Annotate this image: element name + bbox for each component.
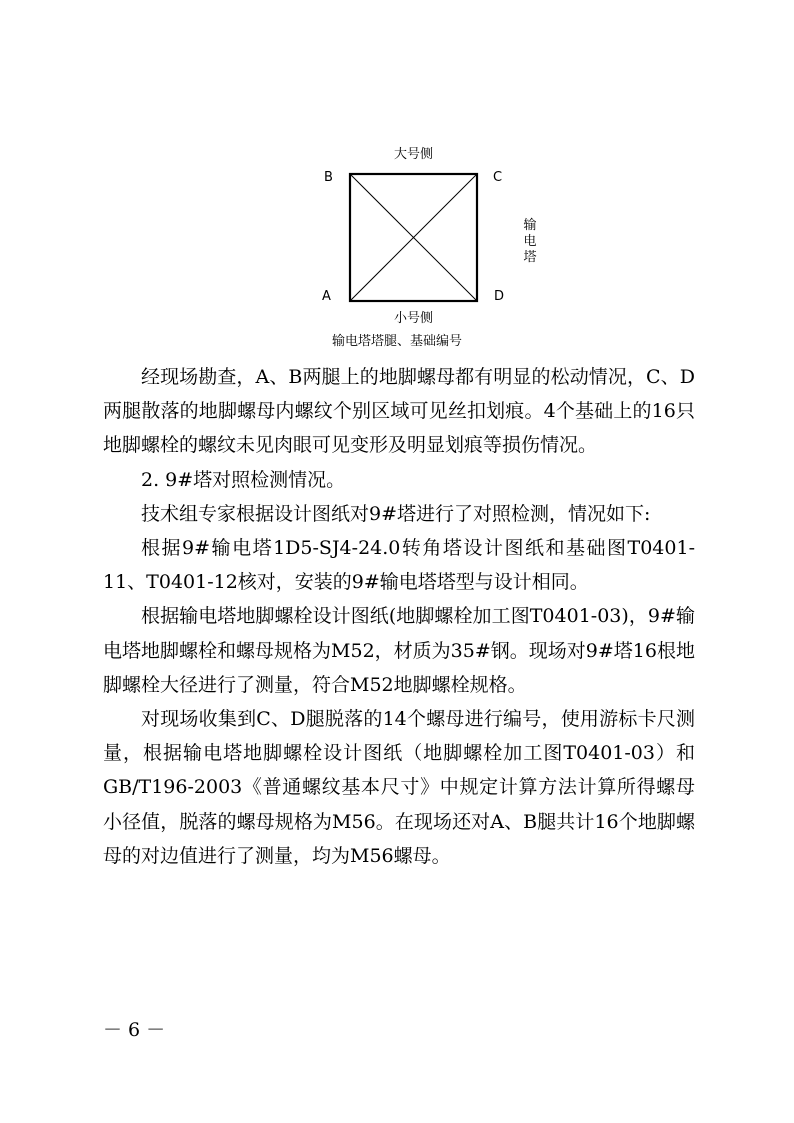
transmission-tower-label: 输电塔 [523, 218, 537, 265]
paragraph-expert-inspection: 技术组专家根据设计图纸对9#塔进行了对照检测，情况如下: [141, 502, 651, 525]
corner-b-label: B [324, 170, 333, 185]
corner-a-label: A [322, 289, 331, 304]
body-text [103, 360, 695, 873]
paragraph-bolt-spec: 根据输电塔地脚螺栓设计图纸(地脚螺栓加工图T0401-03)，9#输电塔地脚螺栓和螺母规格为M52，材质为35#钢。现场对9#塔16根地脚螺栓大径进行了测量，符合M52地脚螺栓规格。 [103, 605, 695, 696]
tower-leg-diagram [300, 140, 540, 355]
small-number-side-label: 小号侧 [394, 311, 434, 326]
corner-c-label: C [493, 170, 503, 185]
large-number-side-label: 大号侧 [394, 147, 434, 162]
paragraph-site-survey: 经现场勘查，A、B两腿上的地脚螺母都有明显的松动情况，C、D两腿散落的地脚螺母内螺纹个别区域可见丝扣划痕。4个基础上的16只地脚螺栓的螺纹未见肉眼可见变形及明显划痕等损伤情况。 [103, 366, 695, 457]
paragraph-tower-drawing-check: 根据9#输电塔1D5-SJ4-24.0转角塔设计图纸和基础图T0401-11、T0401-12核对，安装的9#输电塔塔型与设计相同。 [103, 537, 695, 594]
figure-caption: 输电塔塔腿、基础编号 [331, 334, 462, 349]
corner-d-label: D [494, 289, 505, 304]
paragraph-section-heading: 2. 9#塔对照检测情况。 [141, 468, 346, 491]
paragraph-nut-measurement: 对现场收集到C、D腿脱落的14个螺母进行编号，使用游标卡尺测量，根据输电塔地脚螺栓设计图纸（地脚螺栓加工图T0401-03）和GB/T196-2003《普通螺纹基本尺寸》中规定计算方法计算所得螺母小径值，脱落的螺母规格为M56。在现场还对A、B腿共计16个地脚螺母的对边值进行了测量，均为M56螺母。 [103, 708, 695, 867]
page-number: － 6 － [103, 1019, 166, 1041]
